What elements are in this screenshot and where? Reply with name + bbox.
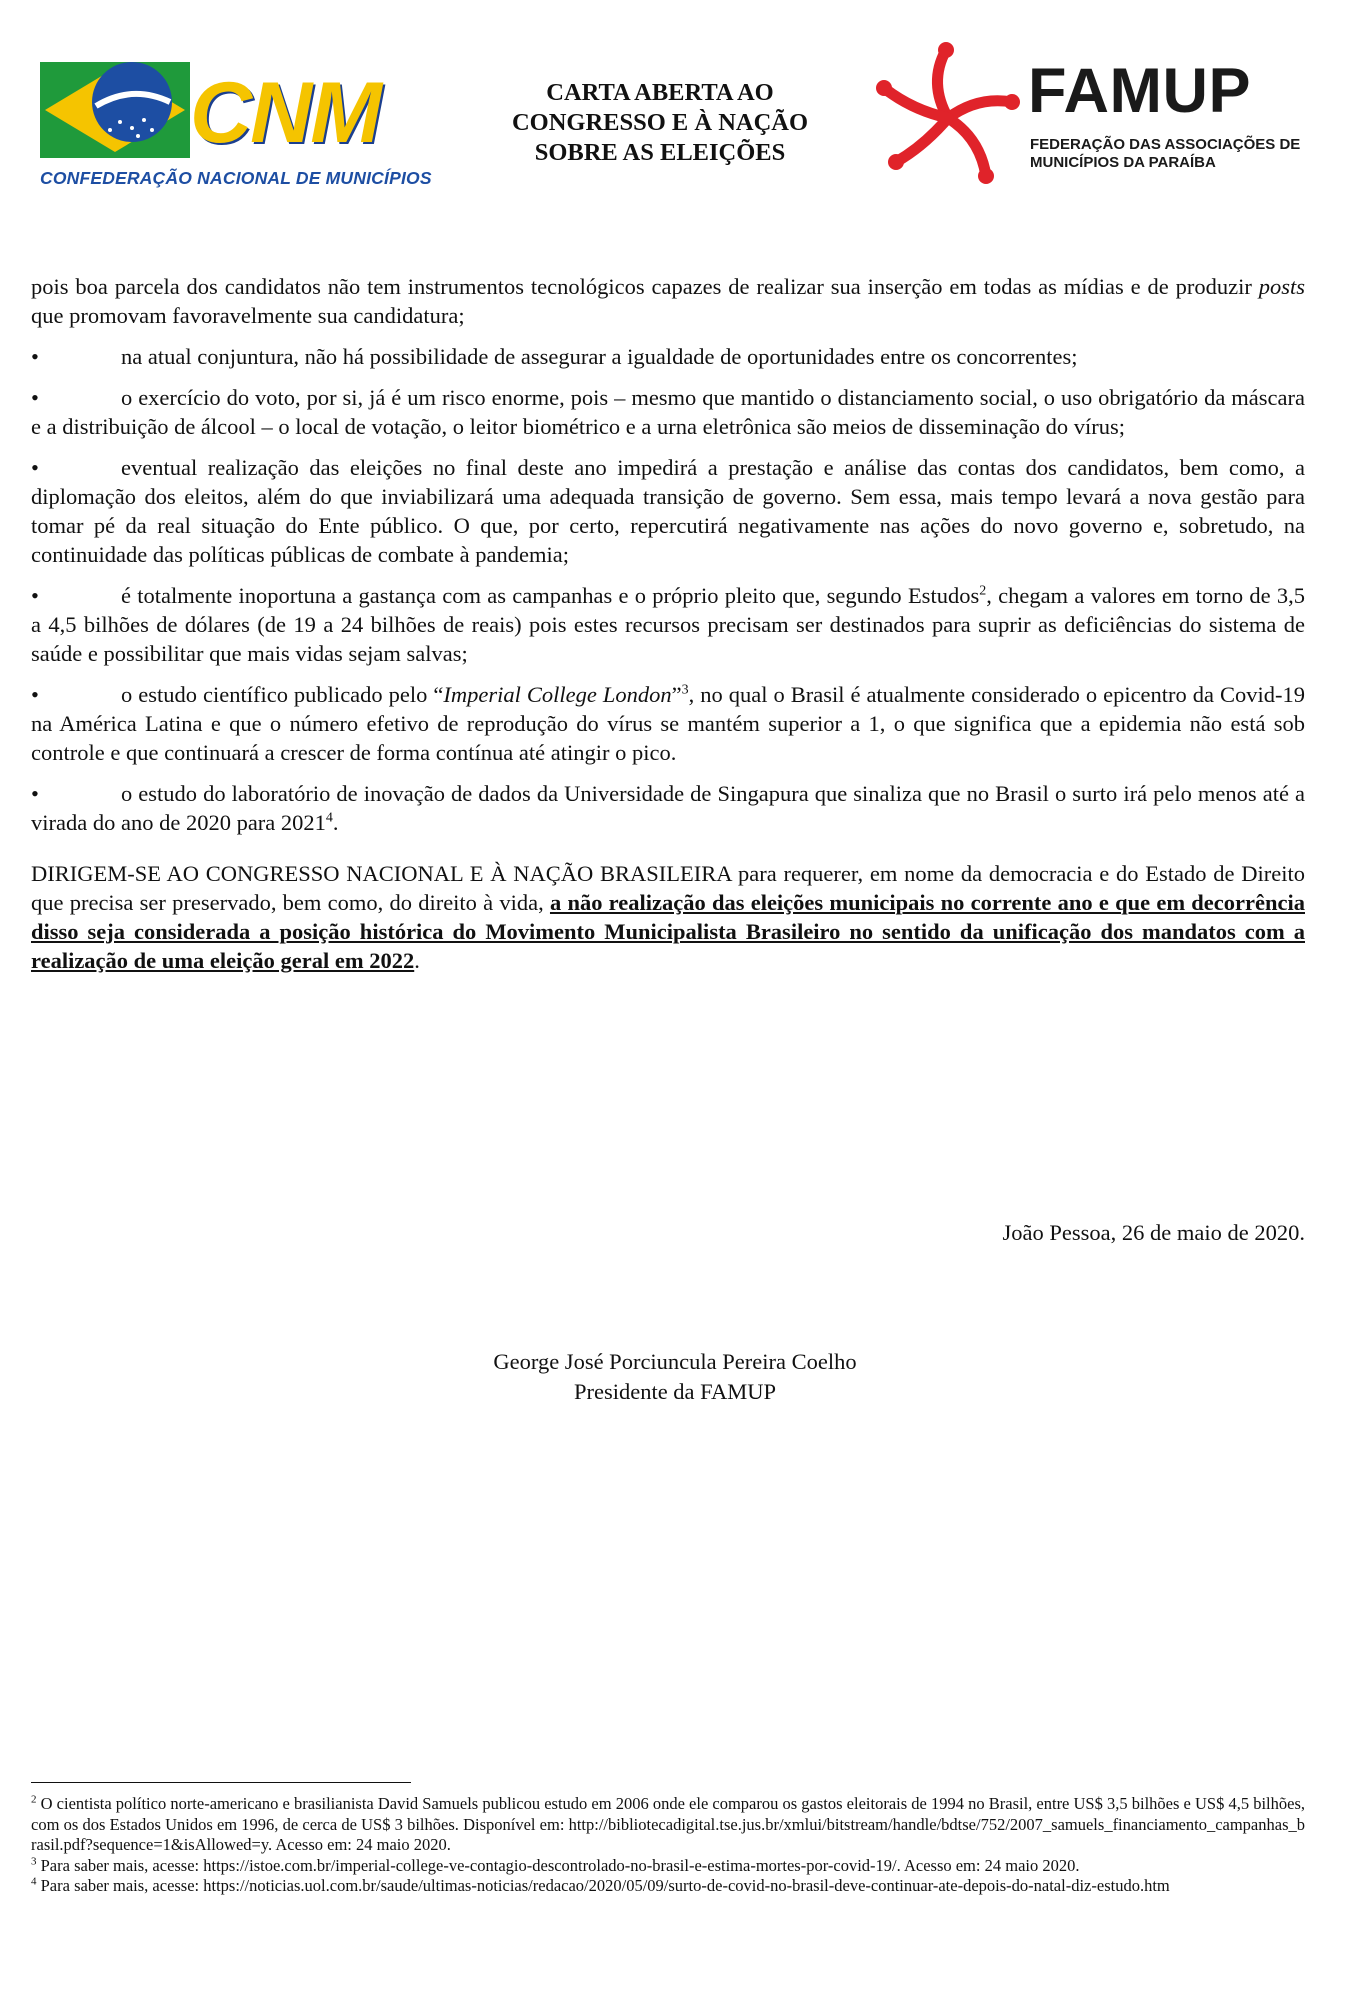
letter-body [31, 272, 1305, 987]
footnote-ref[interactable]: 2 [979, 583, 987, 599]
famup-logo-subtitle [1030, 136, 1300, 172]
cnm-logo-letters: CNM [190, 65, 380, 161]
bullet-icon: • [31, 781, 39, 806]
letterhead [0, 0, 1350, 250]
bullet-icon: • [31, 455, 39, 480]
famup-star-icon [868, 38, 1028, 198]
emphasis-text: Imperial College London [443, 682, 672, 707]
cnm-logo-caption: CONFEDERAÇÃO NACIONAL DE MUNICÍPIOS [40, 168, 432, 188]
footnote-number: 3 [31, 1855, 37, 1867]
brazil-flag-emblem [40, 62, 190, 158]
footnote: $^3$ Para saber mais, acesse: https://istoe.com.br/imperial-college-ve-contagio-descontrolado-no-brasil-e-estima-mortes-por-covid-19/. Acesso em: 24 maio 2020. [31, 1855, 1080, 1875]
letter-title-line: CONGRESSO E À NAÇÃO [511, 109, 809, 136]
letter-date: João Pessoa, 26 de maio de 2020. [1002, 1220, 1305, 1245]
bullet-icon: • [31, 385, 39, 410]
bullet-icon: • [31, 344, 39, 369]
closing-paragraph: DIRIGEM-SE AO CONGRESSO NACIONAL E À NAÇÃO BRASILEIRA para requerer, em nome da democracia e do Estado de Direito que precisa ser preservado, bem como, do direito à vida, a não realização das eleições municipais no corrente ano e que em decorrência disso seja considerada a posição histórica do Movimento Municipalista Brasileiro no sentido da unificação dos mandatos com a realização de uma eleição geral em 2022. [31, 861, 1305, 973]
famup-logo [868, 38, 1308, 198]
famup-subtitle-line: MUNICÍPIOS DA PARAÍBA [1030, 154, 1216, 171]
closing-emphasis: a não realização das eleições municipais no corrente ano e que em decorrência disso seja considerada a posição histórica do Movimento Municipalista Brasileiro no sentido da unificação dos mandatos com a realização de uma eleição geral em 2022 [31, 890, 1305, 973]
list-item: • o estudo do laboratório de inovação de dados da Universidade de Singapura que sinaliza que no Brasil o surto irá pelo menos até a virada do ano de 2020 para 2021$^4$. [31, 781, 1305, 835]
list-item: • o exercício do voto, por si, já é um risco enorme, pois – mesmo que mantido o distanciamento social, o uso obrigatório da máscara e a distribuição de álcool – o local de votação, o leitor biométrico e a urna eletrônica são meios de disseminação do vírus; [31, 385, 1305, 439]
list-item: • eventual realização das eleições no final deste ano impedirá a prestação e análise das contas dos candidatos, bem como, a diplomação dos eleitos, além do que inviabilizará uma adequada transição de governo. Sem essa, mais tempo levará a nova gestão para tomar pé da real situação do Ente público. O que, por certo, repercutirá negativamente nas ações do novo governo e, sobretudo, na continuidade das políticas públicas de combate à pandemia; [31, 455, 1305, 567]
cnm-logo [40, 40, 432, 195]
signer-name: George José Porciuncula Pereira Coelho [493, 1349, 857, 1374]
bullet-icon: • [31, 583, 39, 608]
letter-title-line: SOBRE AS ELEIÇÕES [534, 139, 786, 166]
footnote-number: 2 [31, 1793, 37, 1806]
letter-title [470, 78, 850, 168]
intro-paragraph: pois boa parcela dos candidatos não tem instrumentos tecnológicos capazes de realizar sua inserção em todas as mídias e de produzir posts que promovam favoravelmente sua candidatura; [31, 274, 1305, 328]
list-item: • o estudo científico publicado pelo “Imperial College London”$^3$, no qual o Brasil é atualmente considerado o epicentro da Covid-19 na América Latina e que o número efetivo de reprodução do vírus se mantém superior a 1, o que significa que a epidemia não está sob controle e que continuará a crescer de forma contínua até atingir o pico. [31, 682, 1306, 765]
signature-block [0, 1347, 1350, 1407]
footnote: $^2$ O cientista político norte-americano e brasilianista David Samuels publicou estudo em 2006 onde ele comparou os gastos eleitorais de 1994 no Brasil, entre US$ 3,5 bilhões e US$ 4,5 bilhões, com os dos Estados Unidos em 1996, de cerca de US$ 3 bilhões. Disponível em: http://bibliotecadigital.tse.jus.br/xmlui/bitstream/handle/bdtse/752/2007_samuels_financiamento_campanhas_brasil.pdf?sequence=1&isAllowed=y. Acesso em: 24 maio 2020. [31, 1793, 1305, 1854]
footnote-divider [31, 1782, 411, 1783]
footnote-number: 4 [31, 1875, 37, 1888]
emphasis-text: posts [1258, 274, 1305, 299]
footnote-ref[interactable]: 3 [681, 682, 689, 698]
list-item: • é totalmente inoportuna a gastança com as campanhas e o próprio pleito que, segundo Estudos$^2$, chegam a valores em torno de 3,5 a 4,5 bilhões de dólares (de 19 a 24 bilhões de reais) pois estes recursos precisam ser destinados para suprir as deficiências do sistema de saúde e possibilitar que mais vidas sejam salvas; [31, 583, 1305, 666]
list-item: • na atual conjuntura, não há possibilidade de assegurar a igualdade de oportunidades entre os concorrentes; [31, 344, 1078, 369]
bullet-icon: • [31, 682, 39, 707]
footnotes [31, 1794, 1305, 1897]
footnote: $^4$ Para saber mais, acesse: https://noticias.uol.com.br/saude/ultimas-noticias/redacao/2020/05/09/surto-de-covid-no-brasil-deve-continuar-ate-depois-do-natal-diz-estudo.htm [31, 1875, 1170, 1895]
signer-role: Presidente da FAMUP [573, 1379, 777, 1404]
letter-title-line: CARTA ABERTA AO [546, 79, 774, 106]
famup-logo-name: FAMUP [1028, 56, 1251, 126]
famup-subtitle-line: FEDERAÇÃO DAS ASSOCIAÇÕES DE [1030, 136, 1301, 153]
footnote-ref[interactable]: 4 [325, 810, 333, 826]
